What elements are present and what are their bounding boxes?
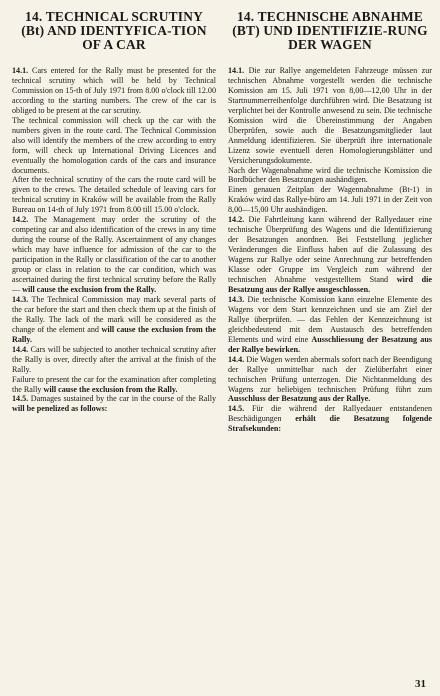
german-paragraph-14-1 <box>228 66 432 166</box>
paragraph-text: Failure to present the car for the examination after completing the Rally <box>12 374 216 394</box>
paragraph-number: 14.2. <box>228 215 245 225</box>
paragraph-bold-text: erhält die Besatzung folgende Strafsekunden: <box>228 414 432 434</box>
english-paragraph-14-5 <box>12 394 216 414</box>
german-paragraph-14-2 <box>228 215 432 295</box>
paragraph-number: 14.4. <box>12 344 29 354</box>
paragraph-text: Die Wagen werden abermals sofort nach der Beendigung der Rallye unmittelbar nach der Zielüberfahrt einer technischen Prüfung unterzogen. Die Nichtanmeldung des Wagens zur beliebigen technischen Prüfung führt zum <box>228 354 432 394</box>
paragraph-number: 14.1. <box>228 66 245 75</box>
paragraph-text: Cars entered for the Rally must be presented for the technical scrutiny which will be held by Technical Commission on 15-th of July 1971 from 8.00 o'clock till 12.00 according to the starting numbers. The crew of the car is obliged to be present at the car scrutiny. <box>12 66 216 115</box>
paragraph-number: 14.5. <box>228 404 245 414</box>
english-paragraph-14-1 <box>12 66 216 116</box>
german-section-title: 14. TECHNISCHE ABNAHME (BT) UND IDENTIFIZIE-RUNG DER WAGEN <box>232 10 428 52</box>
paragraph-bold-text: will cause the exclusion from the Rally. <box>22 284 157 294</box>
english-column <box>12 10 216 414</box>
english-paragraph-14-4 <box>12 345 216 375</box>
english-body <box>12 66 216 414</box>
english-paragraph-14-2 <box>12 215 216 295</box>
german-paragraph <box>228 166 432 186</box>
paragraph-number: 14.2. <box>12 215 29 225</box>
paragraph-number: 14.5. <box>12 394 29 404</box>
english-section-title: 14. TECHNICAL SCRUTINY (Bt) AND IDENTYFICA-TION OF A CAR <box>21 10 207 52</box>
paragraph-text: After the technical scrutiny of the cars the route card will be given to the crews. The detailed schedule of leaving cars for technical scrutiny in Kraków will be available from the Rally Bureau on 14-th of July 1971 from 8.00 till 15.00 o'clock. <box>12 175 216 215</box>
paragraph-text: Damages sustained by the car in the course of the Rally <box>30 394 216 404</box>
paragraph-bold-text: will be penelized as follows: <box>12 404 108 414</box>
paragraph-bold-text: Ausschluss der Besatzung aus der Rallye. <box>228 394 371 404</box>
german-paragraph-14-5 <box>228 404 432 434</box>
paragraph-bold-text: will cause the exclusion from the Rally. <box>43 384 178 394</box>
page-number: 31 <box>415 678 426 690</box>
paragraph-number: 14.3. <box>228 294 245 304</box>
paragraph-text: The technical commission will check up the car with the numbers given in the route card. The Technical Commission also will identify the members of the crew according to entry form, will check up International Driving Licences and eventually the homologation cards of the cars and insurance documents. <box>12 115 216 175</box>
paragraph-bold-text: wird die Besatzung aus der Rallye ausgeschlossen. <box>228 275 432 294</box>
german-column <box>228 10 432 434</box>
english-paragraph <box>12 116 216 176</box>
english-paragraph-14-3 <box>12 295 216 345</box>
german-body <box>228 66 432 434</box>
german-paragraph-14-4 <box>228 355 432 405</box>
paragraph-text: Einen genauen Zeitplan der Wagennabnahme (Bt-1) in Kraków wird das Rallye-büro am 14. Juli 1971 in der Zeit von 8,00—15,00 Uhr aushändigen. <box>228 185 432 215</box>
english-paragraph <box>12 175 216 215</box>
paragraph-number: 14.3. <box>12 294 29 304</box>
paragraph-bold-text: Ausschliessung der Besatzung aus der Rallye bewirken. <box>228 334 432 354</box>
german-paragraph-14-3 <box>228 295 432 355</box>
paragraph-text: Die Fahrtleitung kann während der Rallyedauer eine technische Überprüfung des Wagens und die Identifizierung der Besatzungen anordnen. Bei Feststellung jeglicher Veränderungen die Einfluss haben auf die Zulassung des Wagens zur Rallye oder seine Anrechnung zur betreffenden Klasse oder Gruppe im Vergleich zum während der technischen Abnahme vestgestelltem Stand <box>228 215 432 285</box>
paragraph-text: Nach der Wagenabnahme wird die technische Komission die Bordbücher den Besatzungen aushändigen. <box>228 165 432 185</box>
paragraph-bold-text: will cause the exclusion from the Rally. <box>12 324 217 344</box>
paragraph-text: The Management may order the scrutiny of the competing car and also identification of the crews in any time during the course of the Rally. Ascertainment of any changes which may have influence for admission of the car to the participation in the Rally or classification of the car to another group or class in relation to the car condition, which was ascertained during the first technical scrutiny before the Rally — <box>12 215 216 294</box>
paragraph-text: Die zur Rallye angemeldeten Fahrzeuge müssen zur technischen Abnahme vorgestellt werden die technische Komission am 15. Juli 1971 von 8,00—12,00 Uhr in der Startnummerreihenfolge durchführen wird. Die Besatzung ist verplichtet bei der Kontrolle anwesend zu sein. Die technische Komission wird die Übereinstimmung der Angaben Überprüfen, sowie auch die Besatzungsmitglieder laut Anmeldung identifizieren. Sie überprüft ihre internationale Lizenz sowie eventuell deren Homologierungsblätter und Versicherungsdokumente. <box>228 66 432 165</box>
paragraph-text: Für die während der Rallyedauer entstandenen Beschädigungen <box>228 404 432 424</box>
english-paragraph <box>12 375 216 395</box>
paragraph-number: 14.1. <box>12 66 29 75</box>
paragraph-text: The Technical Commission may mark several parts of the car before the start and then check them up at the finish of the Rally. The lack of the mark will be considered as the change of the element and <box>12 294 216 334</box>
paragraph-number: 14.4. <box>228 354 245 364</box>
german-paragraph <box>228 185 432 215</box>
paragraph-text: Die technische Komission kann einzelne Elemente des Wagens vor dem Start kennzeichnen und sie am Ziel der Rallye überprüfen. — das Fehlen der Kennzeichnung ist gleichbedeutend mit dem Austausch des betreffenden Elements und wird eine <box>228 294 432 344</box>
paragraph-text: Cars will be subjected to another technical scrutiny after the Rally is over, directly after the arrival at the finish of the Rally. <box>12 344 216 374</box>
